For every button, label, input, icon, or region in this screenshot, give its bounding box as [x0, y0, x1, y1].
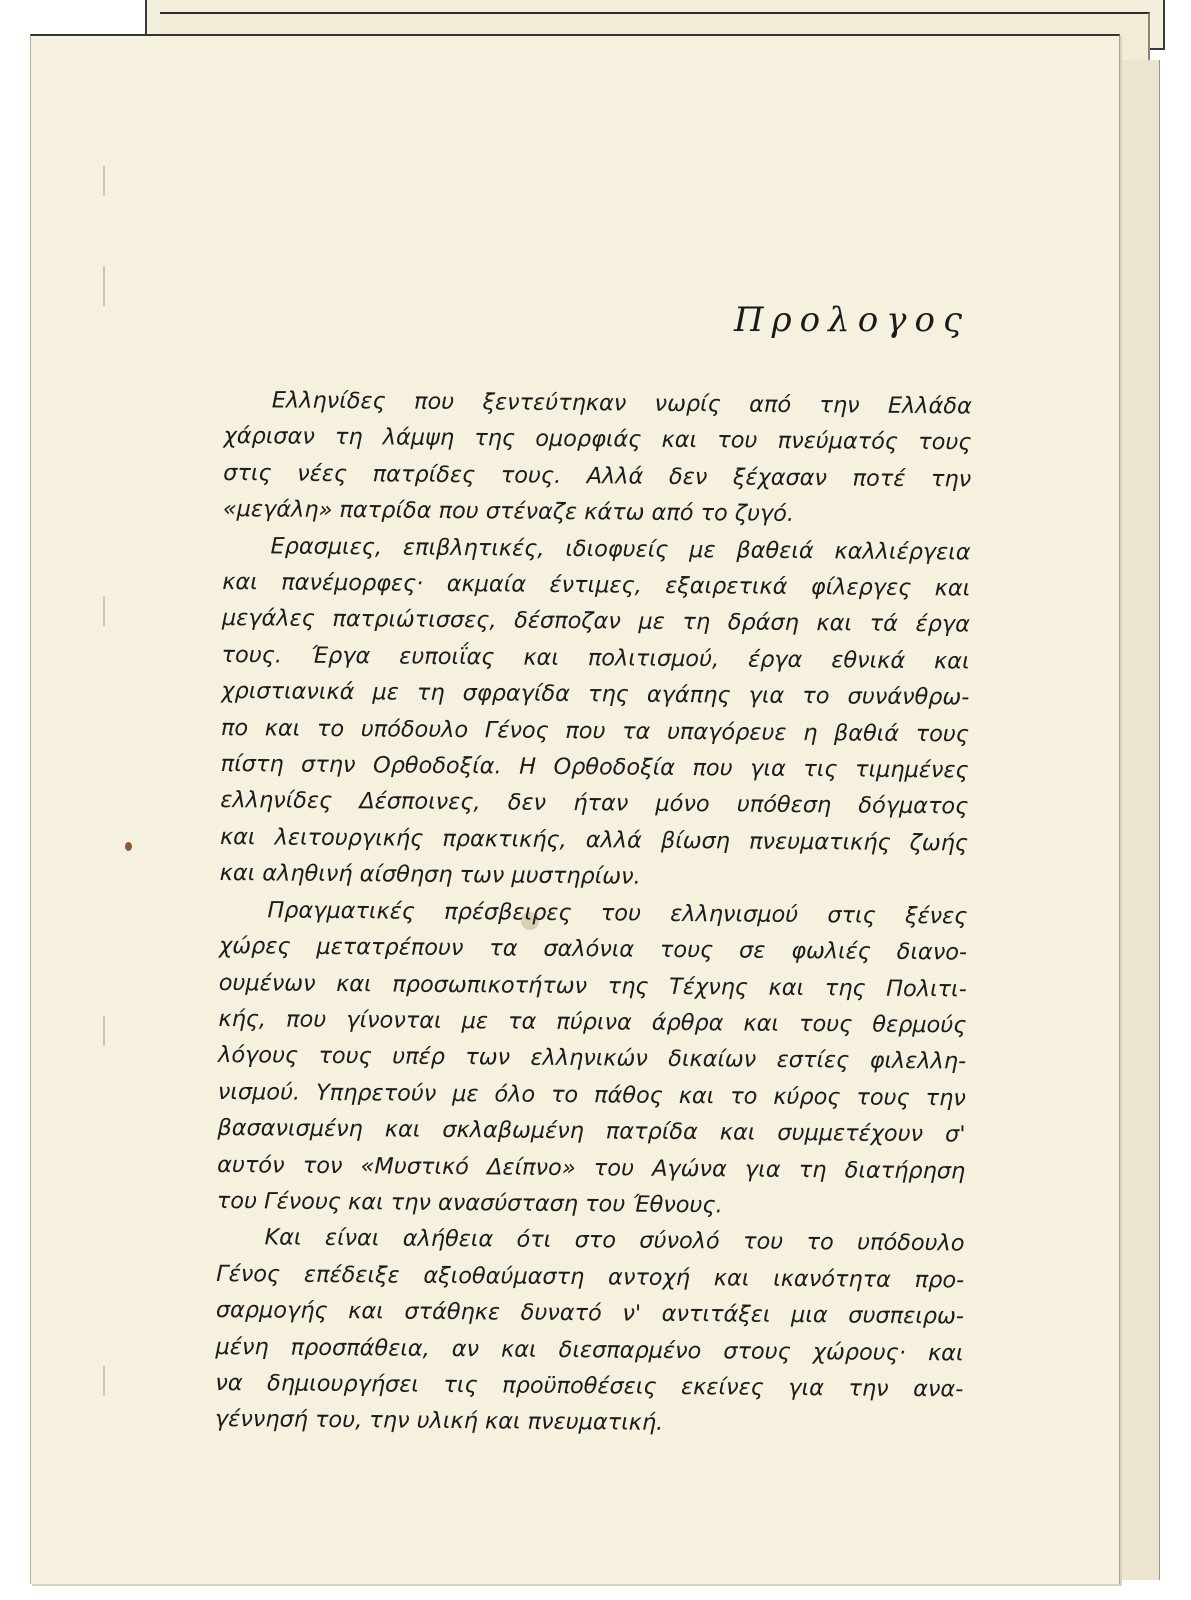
text-line: Γένος επέδειξε αξιοθαύμαστη αντοχή και ικανότητα προ- — [216, 1260, 965, 1294]
text-line: ουμένων και προσωπικοτήτων της Τέχνης και της Πολιτι- — [218, 969, 967, 1003]
text-line: και αληθινή αίσθηση των μυστηρίων. — [219, 860, 641, 890]
paragraph — [220, 528, 971, 899]
text-line: στις νέες πατρίδες τους. Αλλά δεν ξέχασαν ποτέ την — [223, 459, 972, 493]
text-line: χώρες μετατρέπουν τα σαλόνια τους σε φωλιές διανο- — [218, 933, 968, 966]
text-line: Ερασμιες, επιβλητικές, ιδιοφυείς με βαθειά καλλιέργεια — [270, 533, 971, 566]
text-line: γέννησή του, την υλική και πνευματική. — [214, 1406, 664, 1437]
binding-stitch — [103, 166, 105, 196]
text-line: βασανισμένη και σκλαβωμένη πατρίδα και συμμετέχουν σ' — [217, 1115, 966, 1148]
text-line: και λειτουργικής πρακτικής, αλλά βίωση πνευματικής ζωής — [219, 823, 969, 857]
text-line: σαρμογής και στάθηκε δυνατό ν' αντιτάξει μια συσπειρω- — [215, 1297, 964, 1330]
prologue-text — [215, 382, 972, 1444]
binding-stitch — [103, 596, 105, 626]
text-line: χάρισαν τη λάμψη της ομορφιάς και του πνεύματός τους — [223, 423, 972, 456]
binding-stitch — [103, 1016, 105, 1046]
binding-stitch — [103, 1366, 105, 1396]
text-line: Ελληνίδες που ξεντεύτηκαν νωρίς από την Ελλάδα — [271, 387, 972, 420]
text-line: πίστη στην Ορθοδοξία. Η Ορθοδοξία που για τις τιμημένες — [220, 751, 969, 784]
text-line: «μεγάλη» πατρίδα που στέναζε κάτω από το ζυγό. — [222, 496, 795, 528]
text-line: λόγους τους υπέρ των ελληνικών δικαίων εστίες φιλελλη- — [218, 1042, 967, 1075]
binding-stitch — [103, 266, 105, 306]
paragraph — [215, 1219, 965, 1444]
text-line: ελληνίδες Δέσποινες, δεν ήταν μόνο υπόθεση δόγματος — [220, 787, 969, 820]
text-line: κής, που γίνονται με τα πύρινα άρθρα και τους θερμούς — [218, 1005, 967, 1039]
text-line: πο και το υπόδουλο Γένος που τα υπαγόρευε η βαθιά τους — [220, 714, 970, 748]
text-line: αυτόν τον «Μυστικό Δείπνο» του Αγώνα για τη διατήρηση — [217, 1151, 966, 1185]
text-line: Πραγματικές πρέσβειρες του ελληνισμού στις ξένες — [267, 897, 968, 930]
text-line: νισμού. Υπηρετούν με όλο το πάθος και το κύρος τους την — [217, 1078, 966, 1112]
paragraph — [223, 382, 972, 534]
text-line: και πανέμορφες· ακμαία έντιμες, εξαιρετικά φίλεργες και — [222, 569, 971, 602]
text-line: Και είναι αλήθεια ότι στο σύνολό του το υπόδουλο — [264, 1224, 965, 1257]
page-title: Προλογος — [734, 300, 970, 340]
text-line: τους. Έργα ευποιΐας και πολιτισμού, έργα εθνικά και — [221, 641, 970, 675]
text-line: του Γένους και την ανασύσταση του Έθνους. — [216, 1187, 723, 1219]
text-line: μένη προσπάθεια, αν και διεσπαρμένο στους χώρους· και — [215, 1333, 964, 1367]
text-line: χριστιανικά με τη σφραγίδα της αγάπης για το συνάνθρω- — [221, 678, 970, 711]
paragraph — [217, 892, 968, 1226]
text-line: να δημιουργήσει τις προϋποθέσεις εκείνες για την ανα- — [215, 1369, 964, 1403]
text-line: μεγάλες πατριώτισσες, δέσποζαν με τη δράση και τά έργα — [221, 605, 971, 638]
paper-stain — [125, 842, 132, 851]
